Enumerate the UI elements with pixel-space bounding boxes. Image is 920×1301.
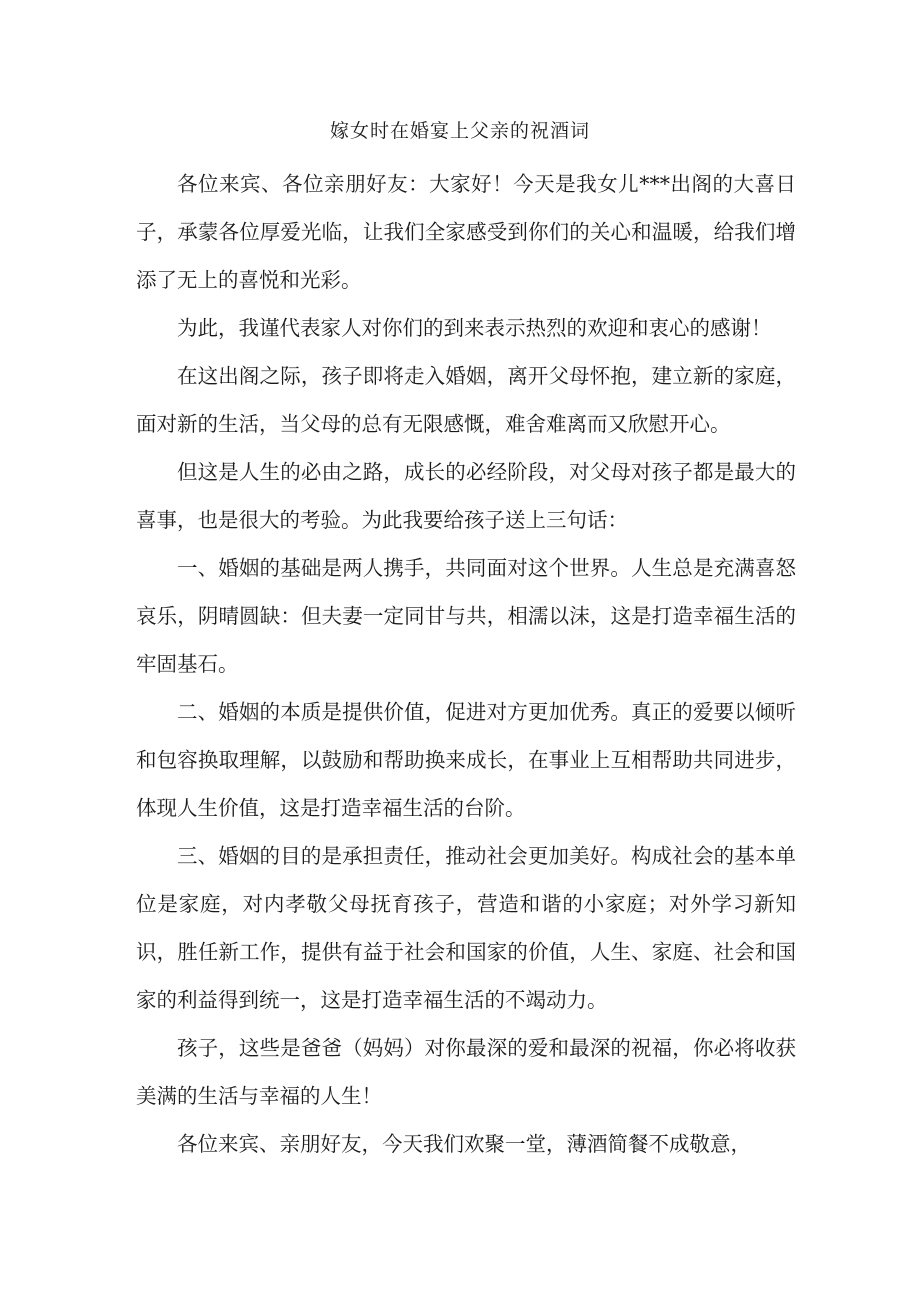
paragraph-blessing: 孩子，这些是爸爸（妈妈）对你最深的爱和最深的祝福，你必将收获美满的生活与幸福的人生！ bbox=[136, 1036, 796, 1108]
paragraph-point-one: 一、婚姻的基础是两人携手，共同面对这个世界。人生总是充满喜怒哀乐，阴晴圆缺：但夫妻一定同甘与共，相濡以沫，这是打造幸福生活的牢固基石。 bbox=[136, 556, 796, 676]
paragraph-point-two: 二、婚姻的本质是提供价值，促进对方更加优秀。真正的爱要以倾听和包容换取理解，以鼓励和帮助换来成长，在事业上互相帮助共同进步，体现人生价值，这是打造幸福生活的台阶。 bbox=[136, 700, 796, 820]
paragraph-three-sentences-intro: 但这是人生的必由之路，成长的必经阶段，对父母对孩子都是最大的喜事，也是很大的考验。为此我要给孩子送上三句话： bbox=[136, 460, 796, 532]
paragraph-point-three: 三、婚姻的目的是承担责任，推动社会更加美好。构成社会的基本单位是家庭，对内孝敬父母抚育孩子，营造和谐的小家庭；对外学习新知识，胜任新工作，提供有益于社会和国家的价值，人生、家庭、社会和国家的利益得到统一，这是打造幸福生活的不竭动力。 bbox=[136, 844, 796, 1012]
paragraph-closing: 各位来宾、亲朋好友，今天我们欢聚一堂，薄酒简餐不成敬意， bbox=[177, 1132, 751, 1156]
paragraph-greeting: 各位来宾、各位亲朋好友：大家好！今天是我女儿***出阁的大喜日子，承蒙各位厚爱光临，让我们全家感受到你们的关心和温暖，给我们增添了无上的喜悦和光彩。 bbox=[136, 172, 796, 292]
document-body bbox=[136, 160, 796, 1168]
document-title: 嫁女时在婚宴上父亲的祝酒词 bbox=[329, 120, 590, 142]
paragraph-departure: 在这出阁之际，孩子即将走入婚姻，离开父母怀抱，建立新的家庭，面对新的生活，当父母的总有无限感慨，难舍难离而又欣慰开心。 bbox=[136, 364, 796, 436]
paragraph-thanks: 为此，我谨代表家人对你们的到来表示热烈的欢迎和衷心的感谢！ bbox=[177, 316, 772, 340]
